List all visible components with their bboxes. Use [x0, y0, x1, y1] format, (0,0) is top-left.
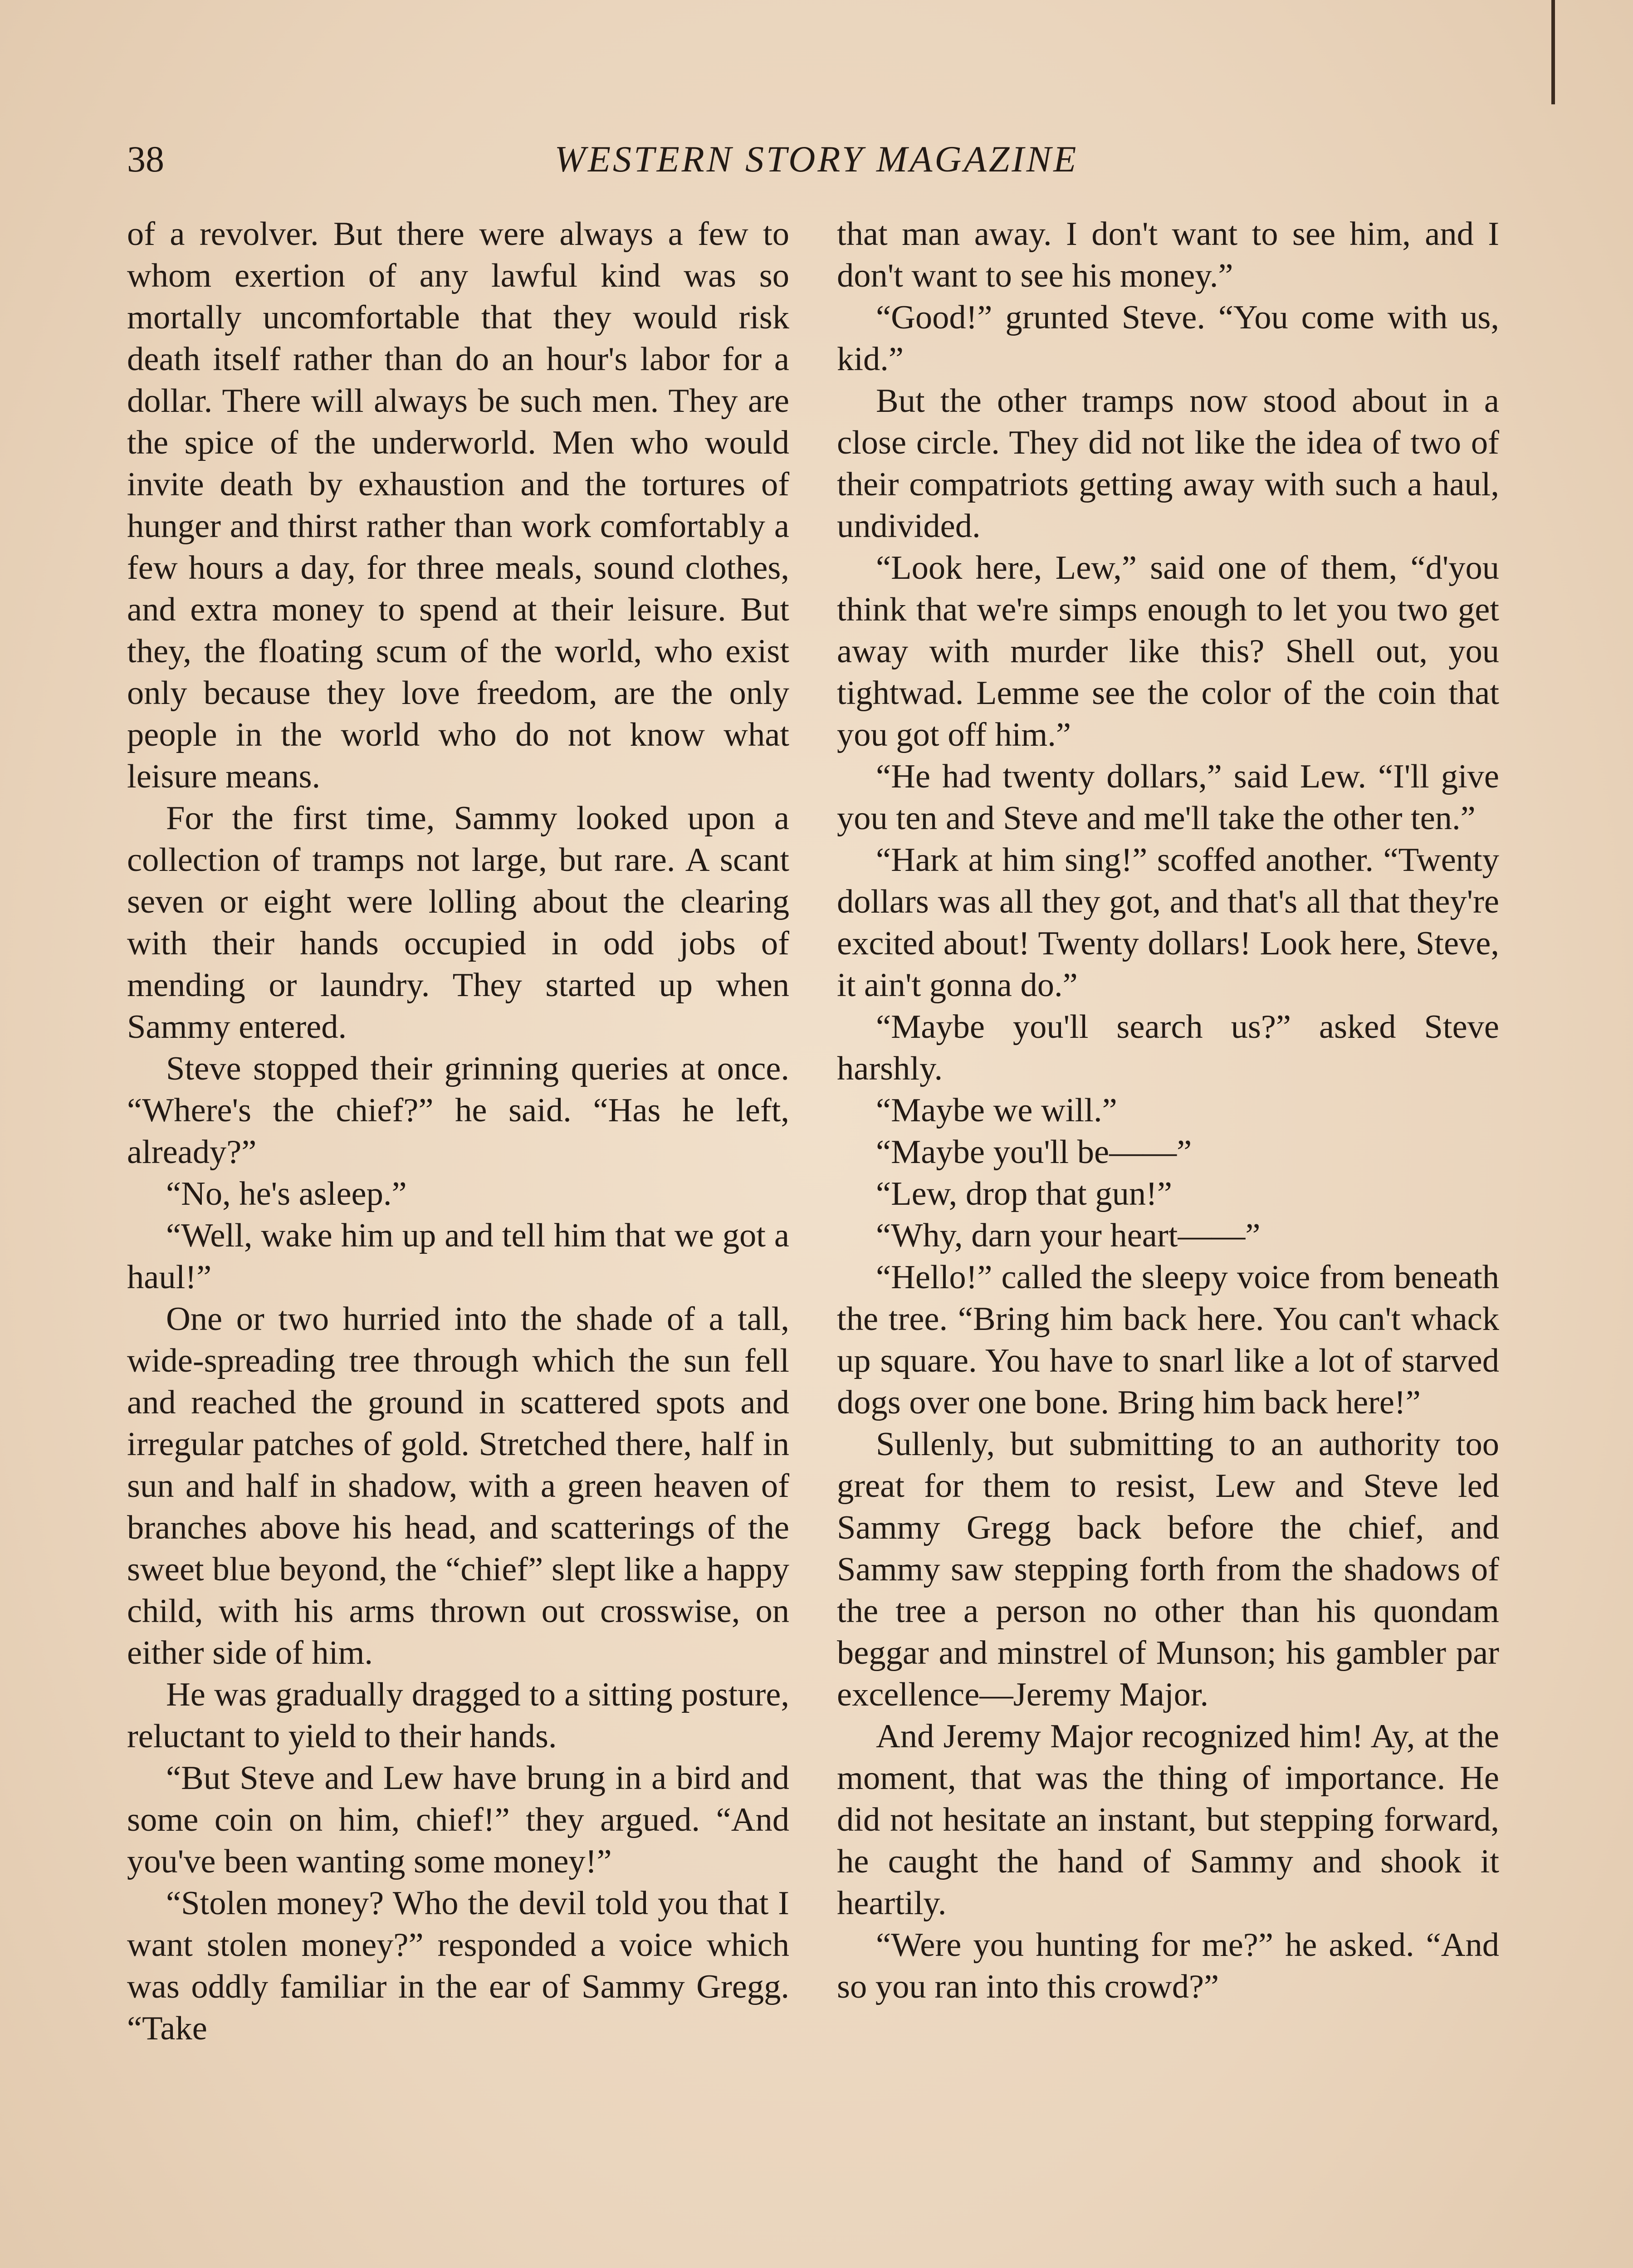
- paragraph: One or two hurried into the shade of a tall, wide-spreading tree through which the sun fell and reached the ground in scattered spots and irregular patches of gold. Stretched there, half in sun and half in shadow, with a green heaven of branches above his head, and scatterings of the sweet blue beyond, the “chief” slept like a happy child, with his arms thrown out crosswise, on either side of him.: [127, 1300, 789, 1672]
- page-header: [127, 134, 1506, 189]
- paragraph: “Lew, drop that gun!”: [876, 1175, 1173, 1212]
- paragraph: “But Steve and Lew have brung in a bird and some coin on him, chief!” they argued. “And you've been wanting some money!”: [127, 1760, 789, 1880]
- paragraph: “Good!” grunted Steve. “You come with us, kid.”: [837, 299, 1499, 378]
- paragraph: of a revolver. But there were always a few to whom exertion of any lawful kind was so mortally uncomfortable that they would risk death itself rather than do an hour's labor for a dollar. There will always be such men. They are the spice of the underworld. Men who would invite death by exhaustion and the tortures of hunger and thirst rather than work comfortably a few hours a day, for three meals, sound clothes, and extra money to spend at their leisure. But they, the floating scum of the world, who exist only because they love freedom, are the only people in the world who do not know what leisure means.: [127, 215, 789, 795]
- page-number: 38: [127, 138, 164, 180]
- paragraph: “Stolen money? Who the devil told you that I want stolen money?” responded a voice which was oddly familiar in the ear of Sammy Gregg. “Take: [127, 1885, 789, 2047]
- right-column: [837, 213, 1499, 2268]
- paragraph: “Well, wake him up and tell him that we got a haul!”: [127, 1217, 789, 1296]
- paragraph: Steve stopped their grinning queries at once. “Where's the chief?” he said. “Has he left, already?”: [127, 1050, 789, 1171]
- paragraph: “Were you hunting for me?” he asked. “And so you ran into this crowd?”: [837, 1926, 1499, 2005]
- paragraph: “Look here, Lew,” said one of them, “d'you think that we're simps enough to let you two get away with murder like this? Shell out, you tightwad. Lemme see the color of the coin that you got off him.”: [837, 549, 1499, 753]
- paragraph: Sullenly, but submitting to an authority too great for them to resist, Lew and Steve led Sammy Gregg back before the chief, and Sammy saw stepping forth from the shadows of the tree a person no other than his quondam beggar and minstrel of Munson; his gambler par excellence—Jeremy Major.: [837, 1426, 1499, 1713]
- paragraph: “Hark at him sing!” scoffed another. “Twenty dollars was all they got, and that's all that they're excited about! Twenty dollars! Look here, Steve, it ain't gonna do.”: [837, 841, 1499, 1004]
- paragraph: that man away. I don't want to see him, and I don't want to see his money.”: [837, 215, 1499, 294]
- paragraph: “No, he's asleep.”: [166, 1175, 407, 1212]
- paragraph: “He had twenty dollars,” said Lew. “I'll give you ten and Steve and me'll take the other ten.”: [837, 758, 1499, 837]
- paragraph: He was gradually dragged to a sitting posture, reluctant to yield to their hands.: [127, 1676, 789, 1755]
- paragraph: “Why, darn your heart——”: [876, 1217, 1261, 1254]
- left-column: [127, 213, 789, 2268]
- paragraph: “Maybe you'll be——”: [876, 1134, 1192, 1171]
- magazine-title: WESTERN STORY MAGAZINE: [554, 138, 1079, 180]
- paragraph: “Maybe we will.”: [876, 1092, 1117, 1129]
- paragraph: But the other tramps now stood about in a close circle. They did not like the idea of two of their compatriots getting away with such a haul, undivided.: [837, 382, 1499, 545]
- paragraph: And Jeremy Major recognized him! Ay, at the moment, that was the thing of importance. He did not hesitate an instant, but stepping forward, he caught the hand of Sammy and shook it heartily.: [837, 1718, 1499, 1922]
- binding-edge: [1551, 0, 1555, 104]
- paragraph: For the first time, Sammy looked upon a collection of tramps not large, but rare. A scant seven or eight were lolling about the clearing with their hands occupied in odd jobs of mending or laundry. They started up when Sammy entered.: [127, 800, 789, 1046]
- paragraph: “Hello!” called the sleepy voice from beneath the tree. “Bring him back here. You can't whack up square. You have to snarl like a lot of starved dogs over one bone. Bring him back here!”: [837, 1259, 1499, 1421]
- paragraph: “Maybe you'll search us?” asked Steve harshly.: [837, 1008, 1499, 1087]
